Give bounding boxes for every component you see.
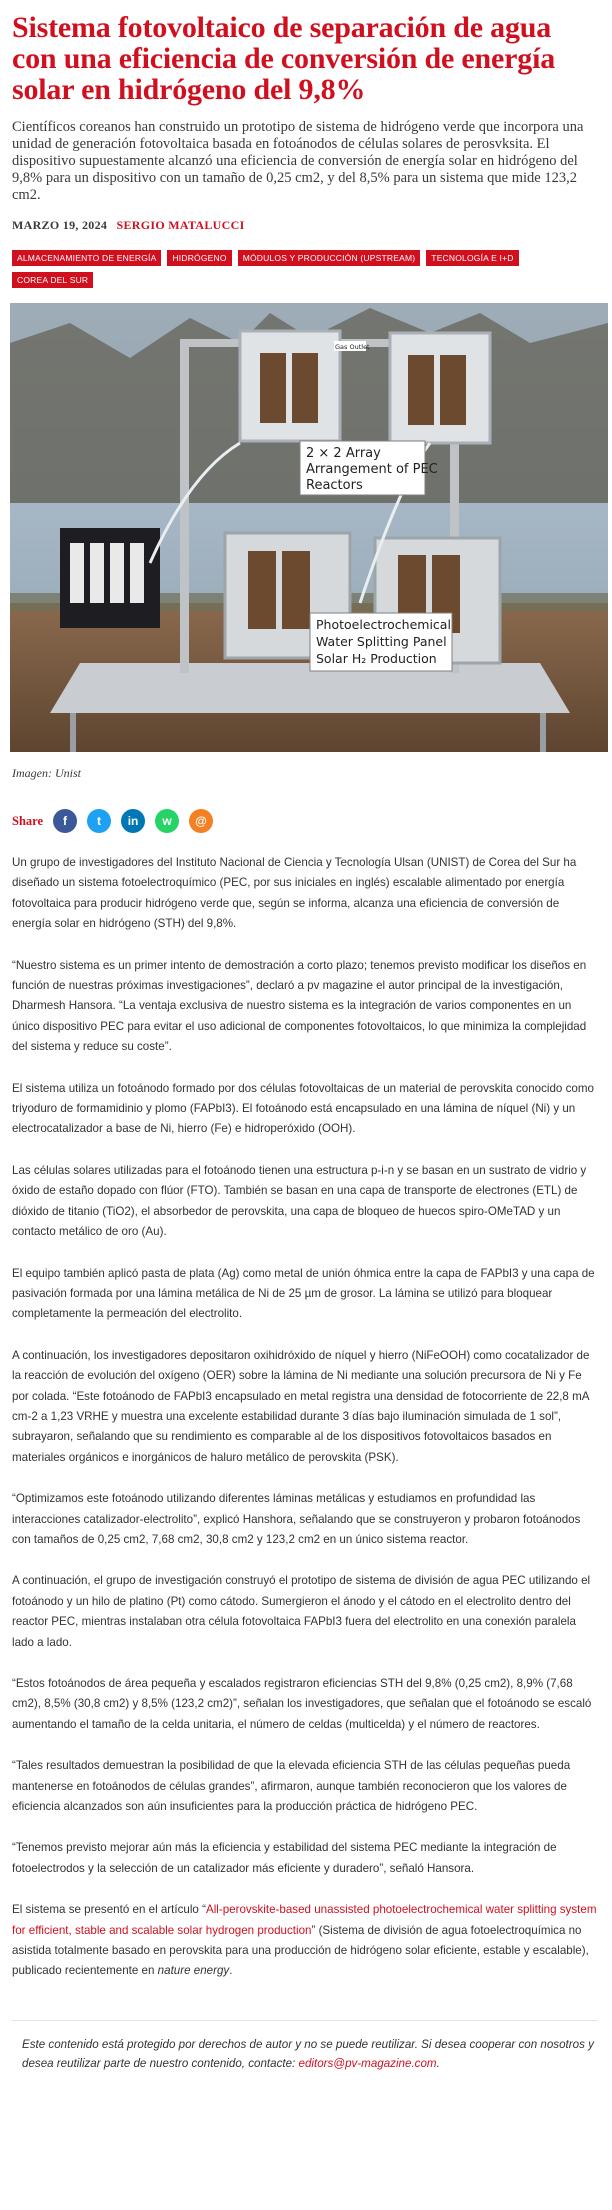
article-photo (10, 303, 608, 752)
twitter-icon: t (97, 814, 102, 828)
paragraph: El equipo también aplicó pasta de plata (Ag) como metal de unión óhmica entre la capa de FAPbI3 y una capa de pasivación formada por una lámina metálica de Ni de 25 µm de grosor. La lámina se utilizó para bloquear completamente la permeación del electrolito. (12, 1266, 595, 1321)
article-meta (12, 218, 598, 233)
pec-reactor-photo (10, 303, 608, 752)
author-link[interactable]: SERGIO MATALUCCI (116, 218, 245, 232)
publish-date: MARZO 19, 2024 (12, 218, 108, 232)
tag-technology-rd[interactable]: TECNOLOGÍA E I+D (426, 250, 518, 266)
paragraph: “Tales resultados demuestran la posibilidad de que la elevada eficiencia STH de las células pequeñas pueda mantenerse en fotoánodos de células grandes”, afirmaron, aunque también reconocieron que los valores de eficiencia alcanzados son aún insuficientes para la producción práctica de hidrógeno PEC. (12, 1759, 571, 1814)
photo-label-panel-3: Solar H₂ Production (316, 651, 437, 666)
linkedin-share-button[interactable] (121, 809, 145, 833)
paper-link[interactable]: All-perovskite-based unassisted photoelectrochemical water splitting system for efficient, stable and scalable solar hydrogen production (12, 1903, 597, 1937)
tag-modules-upstream[interactable]: MÓDULOS Y PRODUCCIÓN (UPSTREAM) (238, 250, 421, 266)
paragraph: “Optimizamos este fotoánodo utilizando diferentes láminas metálicas y estudiamos en profundidad las interacciones catalizador-electrolito”, explicó Hanshora, señalando que se construyeron y probaron fotoánodos con tamaños de 0,25 cm2, 7,68 cm2, 30,8 cm2 y 123,2 cm2 en un único sistema reactor. (12, 1492, 581, 1546)
paragraph: Las células solares utilizadas para el fotoánodo tienen una estructura p-i-n y se basan en un sustrato de vidrio y óxido de estaño dopado con flúor (FTO). También se basan en una capa de transporte de electrones (ETL) de dióxido de titanio (TiO2), el absorbedor de perovskita, una capa de bloqueo de huecos spiro-OMeTAD y un contacto metálico de oro (Au). (12, 1163, 587, 1239)
copyright-notice: Este contenido está protegido por derechos de autor y no se puede reutilizar. Si desea cooperar con nosotros y desea reutilizar parte de nuestro contenido, contacte: editors@pv-magazine.com. (12, 2020, 598, 2073)
whatsapp-share-button[interactable] (155, 809, 179, 833)
facebook-icon: f (63, 814, 68, 828)
whatsapp-icon: w (162, 814, 172, 828)
tag-list (12, 247, 598, 291)
tag-hydrogen[interactable]: HIDRÓGENO (167, 250, 231, 266)
linkedin-icon: in (127, 814, 139, 828)
paragraph: El sistema utiliza un fotoánodo formado por dos células fotovoltaicas de un material de perovskita conocido como triyoduro de formamidinio y plomo (FAPbI3). El fotoánodo está encapsulado en una lámina de níquel (Ni) y un electrocatalizador a base de Ni, hierro (Fe) e hidroperóxido (OOH). (12, 1081, 594, 1136)
share-bar (12, 809, 598, 833)
photo-label-array-2: Arrangement of PEC (306, 462, 438, 477)
paragraph: A continuación, el grupo de investigación construyó el prototipo de sistema de división de agua PEC utilizando el fotoánodo y un hilo de platino (Pt) como cátodo. Sumergieron el ánodo y el cátodo en el electrolito dentro del reactor PEC, mientras instalaban otra célula fotovoltaica FAPbI3 fuera del electrolito en una conexión paralela lado a lado. (12, 1574, 591, 1649)
email-share-button[interactable] (189, 809, 213, 833)
article-page (12, 12, 598, 2073)
paragraph: “Estos fotoánodos de área pequeña y escalados registraron eficiencias STH del 9,8% (0,25 cm2), 8,9% (7,68 cm2), 8,5% (30,8 cm2) y 8,5% (123,2 cm2)”, señalan los investigadores, que señalan que el fotoánodo se escaló aumentando el tamaño de la celda unitaria, el número de celdas (multicelda) y el número de reactores. (12, 1677, 592, 1731)
photo-label-array-3: Reactors (306, 478, 363, 493)
paragraph: “Tenemos previsto mejorar aún más la eficiencia y estabilidad del sistema PEC mediante la integración de fotoelectrodos y la selección de un catalizador más eficiente y duradero”, señaló Hansora. (12, 1841, 557, 1875)
share-label: Share (12, 813, 44, 828)
paragraph-source: El sistema se presentó en el artículo “All-perovskite-based unassisted photoelectrochemical water splitting system for efficient, stable and scalable solar hydrogen production” (Sistema de división de agua fotoelectroquímica no asistida totalmente basado en perovskita para una producción de hidrógeno solar eficiente, estable y escalable), publicado recientemente en nature energy. (12, 1903, 597, 1978)
facebook-share-button[interactable] (53, 809, 77, 833)
photo-label-gas-outlet: Gas Outlet (335, 343, 370, 351)
tag-energy-storage[interactable]: ALMACENAMIENTO DE ENERGÍA (12, 250, 161, 266)
svg-text:Photoelectrochemical W (316, 617, 455, 666)
article-lead: Científicos coreanos han construido un prototipo de sistema de hidrógeno verde que incorpora una unidad de generación fotovoltaica basada en fotoánodos de células solares de perosvksita. El dispositivo supuestamente alcanzó una eficiencia de conversión de energía solar en hidrógeno del 9,8% para un dispositivo con un tamaño de 0,25 cm2, y del 8,5% para un sistema que mide 123,2 cm2. (12, 119, 584, 203)
journal-name: nature energy (157, 1964, 230, 1978)
email-icon: @ (195, 814, 207, 828)
article-title: Sistema fotovoltaico de separación de agua con una eficiencia de conversión de energía solar en hidrógeno del 9,8% (12, 11, 556, 106)
article-body (12, 853, 598, 1982)
editors-email-link[interactable]: editors@pv-magazine.com (298, 2056, 437, 2070)
photo-label-panel-1: Photoelectrochemical (316, 617, 451, 632)
paragraph: A continuación, los investigadores depositaron oxihidróxido de níquel y hierro (NiFeOOH) como cocatalizador de la reacción de evolución del oxígeno (OER) sobre la lámina de Ni mediante una solución precursora de Ni y Fe por colada. “Este fotoánodo de FAPbI3 encapsulado en metal registra una densidad de fotocorriente de 22,8 mA cm-2 a 1,23 VRHE y muestra una excelente estabilidad durante 3 días bajo iluminación simulada de 1 sol”, subrayaron, señalando que su rendimiento es comparable al de los dispositivos fotovoltaicos basados en materiales orgánicos e inorgánicos de haluro metálico de perovskita (PSK). (12, 1348, 590, 1464)
photo-label-panel-2: Water Splitting Panel (316, 634, 447, 649)
photo-caption: Imagen: Unist (12, 766, 81, 780)
photo-label-array-1: 2 × 2 Array (306, 446, 381, 461)
paragraph: “Nuestro sistema es un primer intento de demostración a corto plazo; tenemos previsto modificar los diseños en función de nuestras próximas investigaciones”, declaró a pv magazine el autor principal de la investigación, Dharmesh Hansora. “La ventaja exclusiva de nuestro sistema es la integración de varios componentes en un único dispositivo PEC para evitar el uso adicional de componentes fotovoltaicos, lo que minimiza la complejidad del sistema y reduce su coste”. (12, 958, 587, 1054)
tag-south-korea[interactable]: COREA DEL SUR (12, 272, 93, 288)
paragraph: Un grupo de investigadores del Instituto Nacional de Ciencia y Tecnología Ulsan (UNIST) de Corea del Sur ha diseñado un sistema fotoelectroquímico (PEC, por sus iniciales en inglés) escalable alimentado por energía fotovoltaica para producir hidrógeno verde que, según se informa, alcanza una eficiencia de conversión de energía solar en hidrógeno (STH) del 9,8%. (12, 856, 577, 931)
twitter-share-button[interactable] (87, 809, 111, 833)
